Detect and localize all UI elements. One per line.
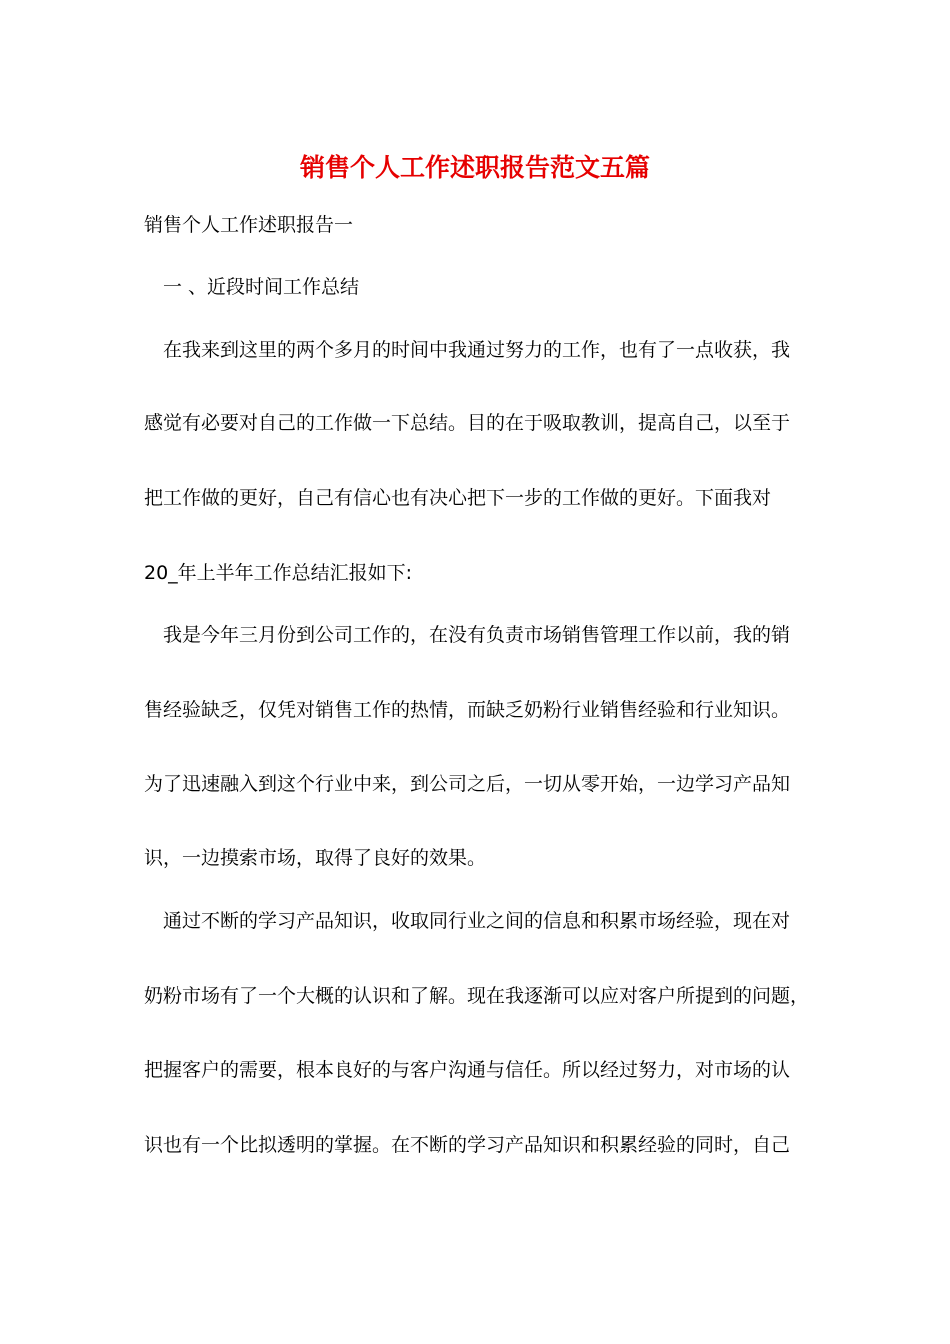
paragraph-line: 为了迅速融入到这个行业中来，到公司之后，一切从零开始，一边学习产品知 [144,773,791,795]
document-title: 销售个人工作述职报告范文五篇 [299,153,650,182]
paragraph-line: 感觉有必要对自己的工作做一下总结。目的在于吸取教训，提高自己，以至于 [144,412,791,434]
paragraph-line: 通过不断的学习产品知识，收取同行业之间的信息和积累市场经验，现在对 [163,910,791,932]
paragraph-line: 在我来到这里的两个多月的时间中我通过努力的工作，也有了一点收获，我 [163,339,791,361]
paragraph-line: 售经验缺乏，仅凭对销售工作的热情，而缺乏奶粉行业销售经验和行业知识。 [144,699,791,721]
section-heading: 销售个人工作述职报告一 [144,214,354,236]
paragraph-line: 奶粉市场有了一个大概的认识和了解。现在我逐渐可以应对客户所提到的问题， [144,985,810,1007]
paragraph-line: 20_年上半年工作总结汇报如下: [144,562,413,584]
paragraph-line: 我是今年三月份到公司工作的，在没有负责市场销售管理工作以前，我的销 [163,624,791,646]
paragraph-line: 识也有一个比拟透明的掌握。在不断的学习产品知识和积累经验的同时，自己 [144,1134,791,1156]
paragraph-line: 识，一边摸索市场，取得了良好的效果。 [144,847,487,869]
paragraph-line: 把工作做的更好，自己有信心也有决心把下一步的工作做的更好。下面我对 [144,487,772,509]
subsection-heading: 一 、近段时间工作总结 [163,276,360,298]
paragraph-line: 把握客户的需要，根本良好的与客户沟通与信任。所以经过努力，对市场的认 [144,1059,791,1081]
